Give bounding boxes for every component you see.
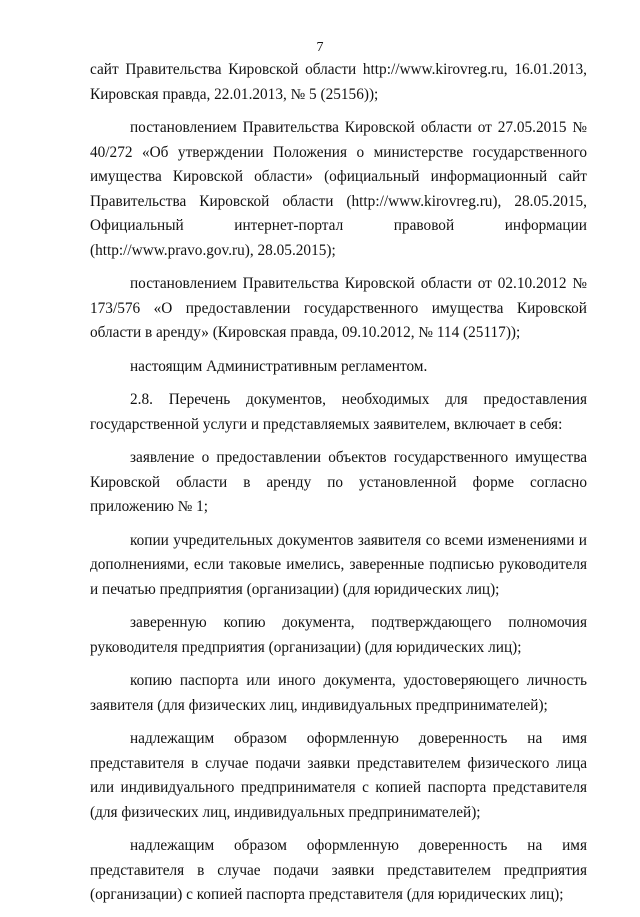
paragraph-3: постановлением Правительства Кировской области от 02.10.2012 № 173/576 «О предоставлении государственного имущества Кировской области в аренду» (Кировская правда, 09.10.2012, № 114 (25117)); xyxy=(90,275,587,341)
paragraph-7: копии учредительных документов заявителя со всеми изменениями и дополнениями, если таковые имелись, заверенные подписью руководителя и печатью предприятия (организации) (для юридических лиц); xyxy=(90,531,587,598)
paragraph-8: заверенную копию документа, подтверждающего полномочия руководителя предприятия (организации) (для юридических лиц); xyxy=(90,614,587,656)
paragraph-10: надлежащим образом оформленную доверенность на имя представителя в случае подачи заявки представителем физического лица или индивидуального предпринимателя с копией паспорта представителя (для физических лиц, индивидуальных предпринимателей); xyxy=(90,730,587,821)
document-body xyxy=(90,58,587,917)
paragraph-5: 2.8. Перечень документов, необходимых для предоставления государственной услуги и представляемых заявителем, включает в себя: xyxy=(90,391,587,433)
paragraph-9: копию паспорта или иного документа, удостоверяющего личность заявителя (для физических лиц, индивидуальных предпринимателей); xyxy=(90,672,587,714)
paragraph-1: сайт Правительства Кировской области http://www.kirovreg.ru, 16.01.2013, Кировская правда, 22.01.2013, № 5 (25156)); xyxy=(90,61,587,103)
paragraph-11: надлежащим образом оформленную доверенность на имя представителя в случае подачи заявки представителем предприятия (организации) с копией паспорта представителя (для юридических лиц); xyxy=(90,837,587,903)
page-number: 7 xyxy=(316,40,324,55)
paragraph-6: заявление о предоставлении объектов государственного имущества Кировской области в аренду по установленной форме согласно приложению № 1; xyxy=(90,449,587,515)
paragraph-2: постановлением Правительства Кировской области от 27.05.2015 № 40/272 «Об утверждении Положения о министерстве государственного имущества Кировской области» (официальный информационный сайт Правительства Кировской области (http://www.kirovreg.ru), 28.05.2015, Официальный интернет-портал правовой информации (http://www.pravo.gov.ru), 28.05.2015); xyxy=(90,119,587,259)
paragraph-4: настоящим Административным регламентом. xyxy=(130,357,428,375)
